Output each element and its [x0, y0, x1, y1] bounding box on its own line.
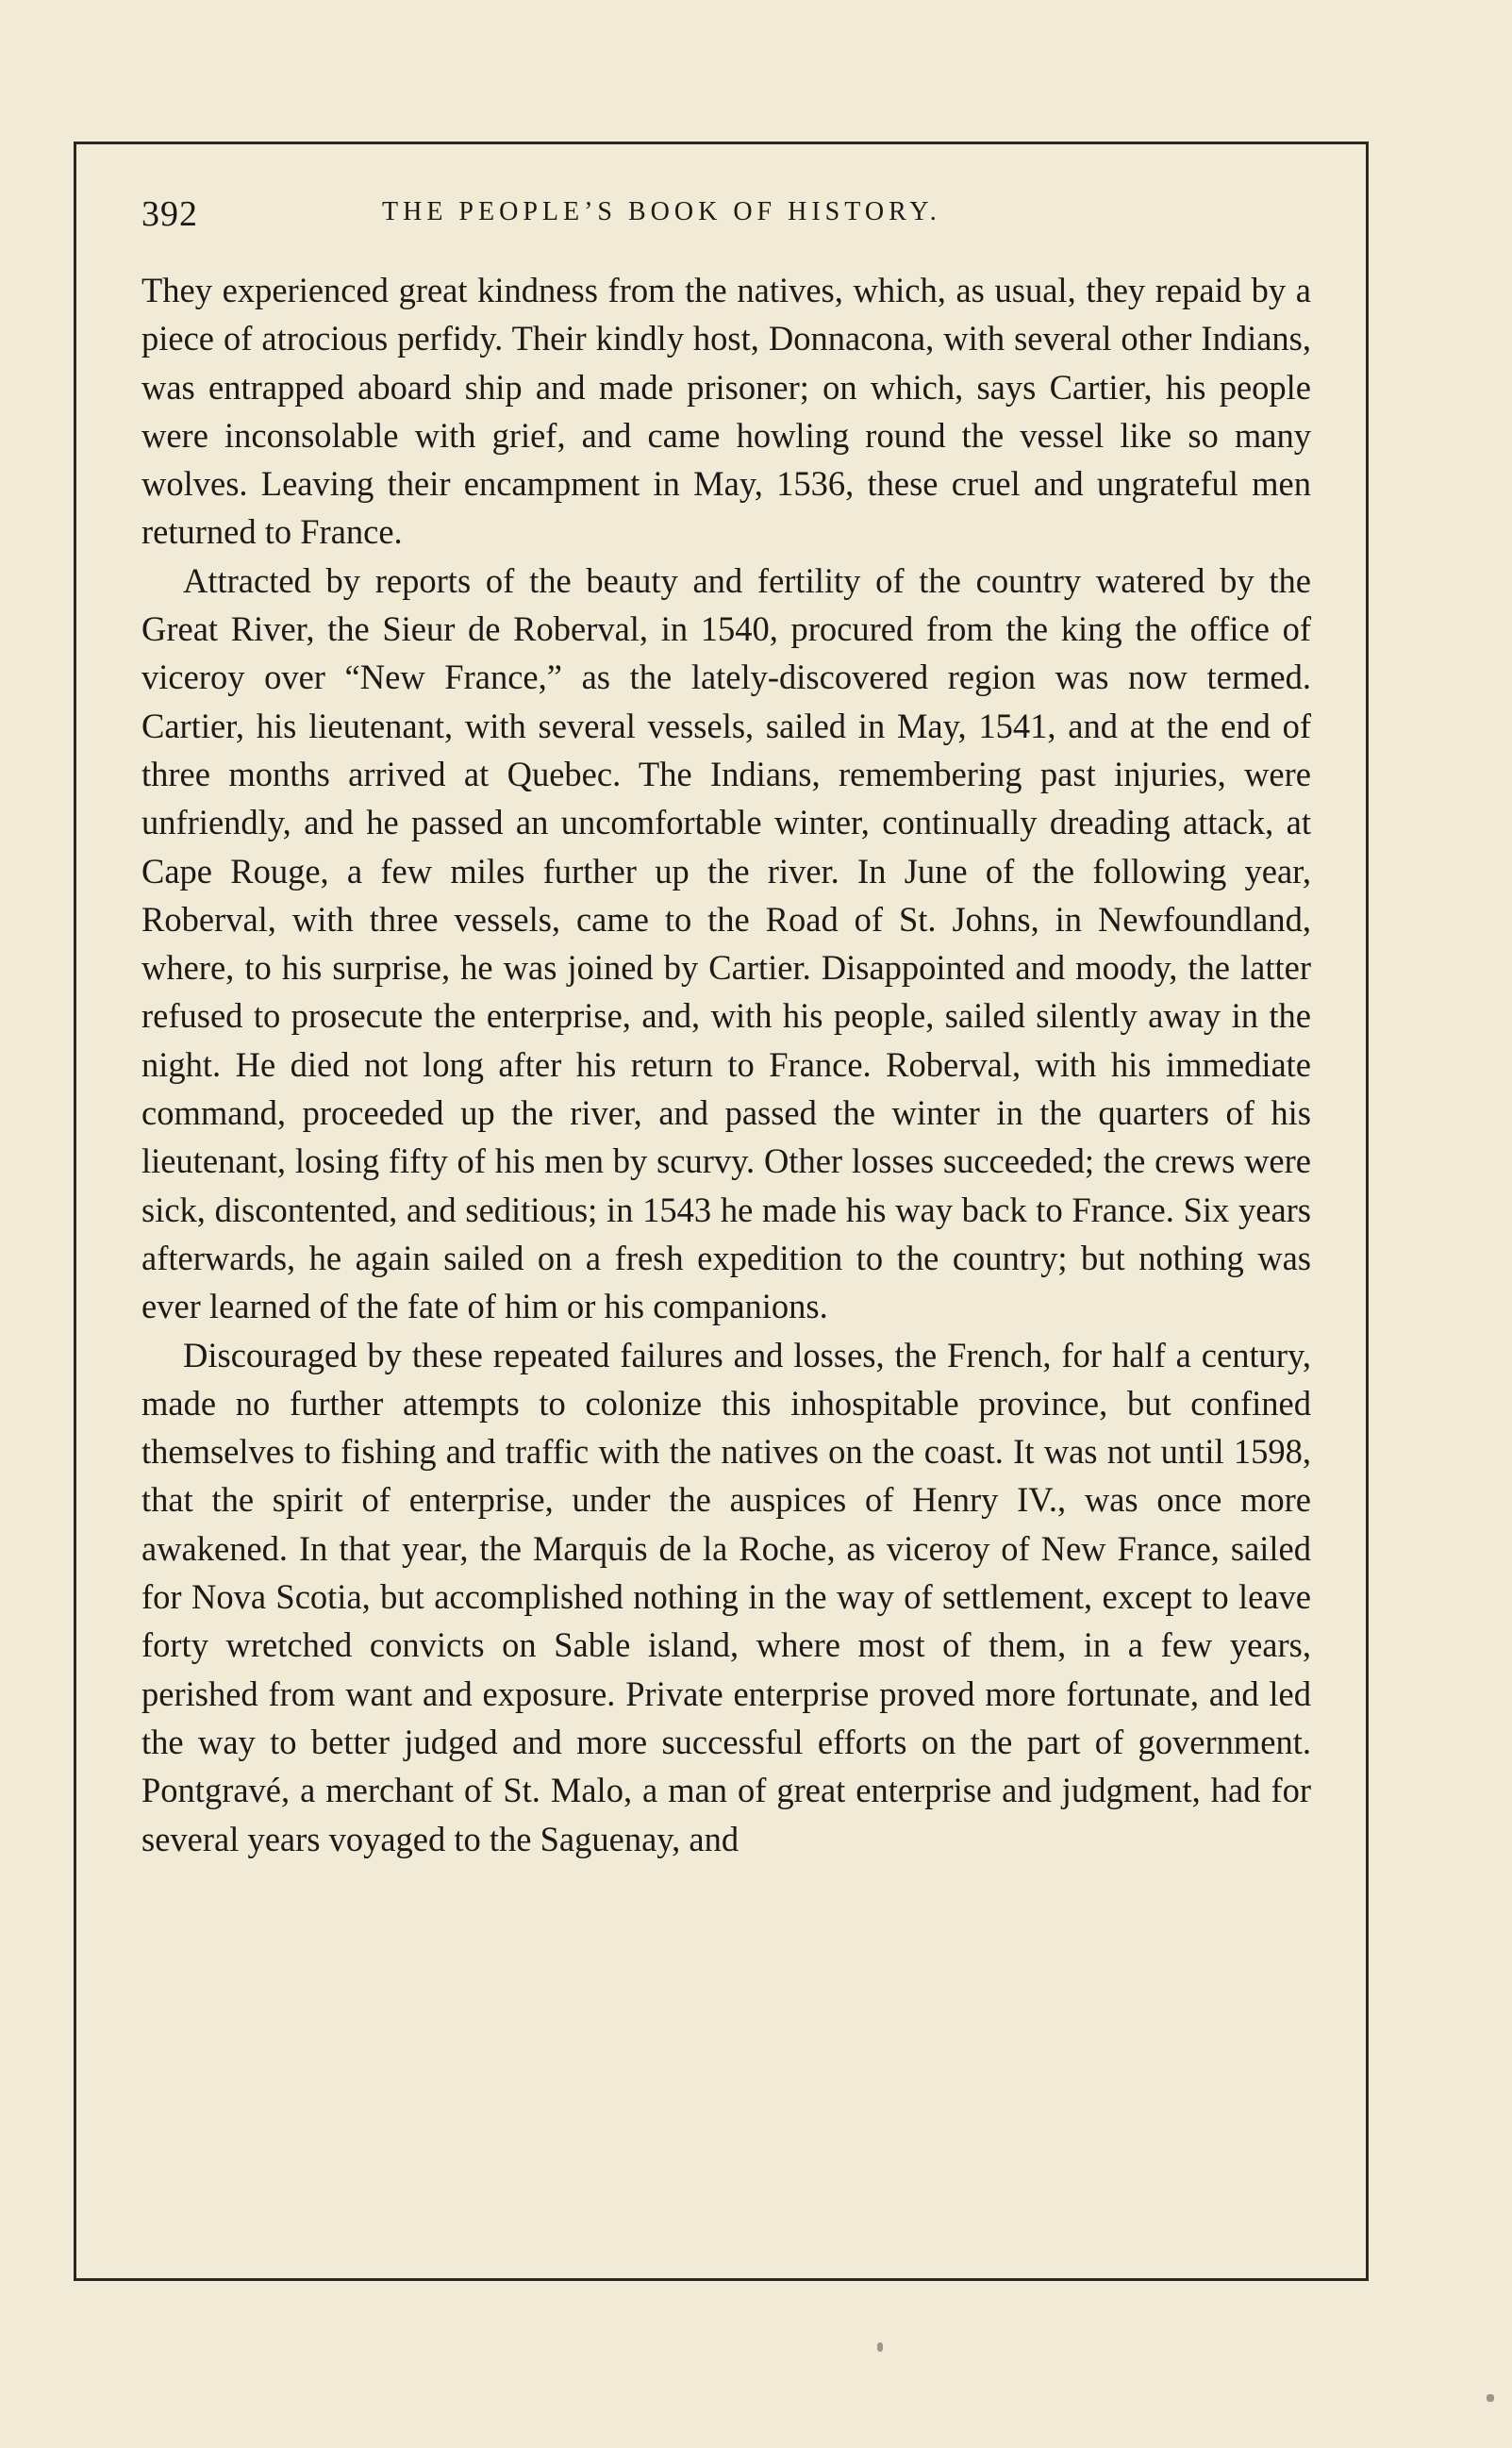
paragraph-1: They experienced great kindness from the natives, which, as usual, they repaid by a piece of atrocious perfidy. Their kindly host, Donnacona, with several other Indians, was entrapped aboard ship and made prisoner; on which, says Cartier, his people were inconsolable with grief, and came howling round the vessel like so many wolves. Leaving their encampment in May, 1536, these cruel and ungrateful men returned to France.	[141, 271, 1311, 552]
paper-speck	[877, 2342, 883, 2352]
running-title: THE PEOPLE’S BOOK OF HISTORY.	[382, 197, 941, 226]
paragraph-3: Discouraged by these repeated failures and losses, the French, for half a century, made no further attempts to colonize this inhospitable province, but confined themselves to fishing and traffic with the natives on the coast. It was not until 1598, that the spirit of enterprise, under the auspices of Henry IV., was once more awakened. In that year, the Marquis de la Roche, as viceroy of New France, sailed for Nova Scotia, but accomplished nothing in the way of settlement, except to leave forty wretched convicts on Sable island, where most of them, in a few years, perished from want and exposure. Private enterprise proved more fortunate, and led the way to better judged and more successful efforts on the part of government. Pontgravé, a merchant of St. Malo, a man of great enterprise and judgment, had for several years voyaged to the Saguenay, and	[141, 1335, 1311, 1858]
paper-speck	[1487, 2394, 1494, 2402]
paragraph-2: Attracted by reports of the beauty and fertility of the country watered by the Great River, the Sieur de Roberval, in 1540, procured from the king the office of viceroy over “New France,” as the lately-discovered region was now termed. Cartier, his lieutenant, with several vessels, sailed in May, 1541, and at the end of three months arrived at Quebec. The Indians, remembering past injuries, were unfriendly, and he passed an uncomfortable winter, continually dreading attack, at Cape Rouge, a few miles further up the river. In June of the following year, Roberval, with three vessels, came to the Road of St. Johns, in Newfoundland, where, to his surprise, he was joined by Cartier. Disappointed and moody, the latter refused to prosecute the enterprise, and, with his people, sailed silently away in the night. He died not long after his return to France. Roberval, with his immediate command, proceeded up the river, and passed the winter in the quarters of his lieutenant, losing fifty of his men by scurvy. Other losses succeeded; the crews were sick, discontented, and seditious; in 1543 he made his way back to France. Six years afterwards, he again sailed on a fresh expedition to the country; but nothing was ever learned of the fate of him or his companions.	[141, 560, 1311, 1326]
page-number: 392	[141, 194, 198, 234]
page-header	[141, 193, 1311, 250]
body-text	[141, 266, 1311, 1863]
